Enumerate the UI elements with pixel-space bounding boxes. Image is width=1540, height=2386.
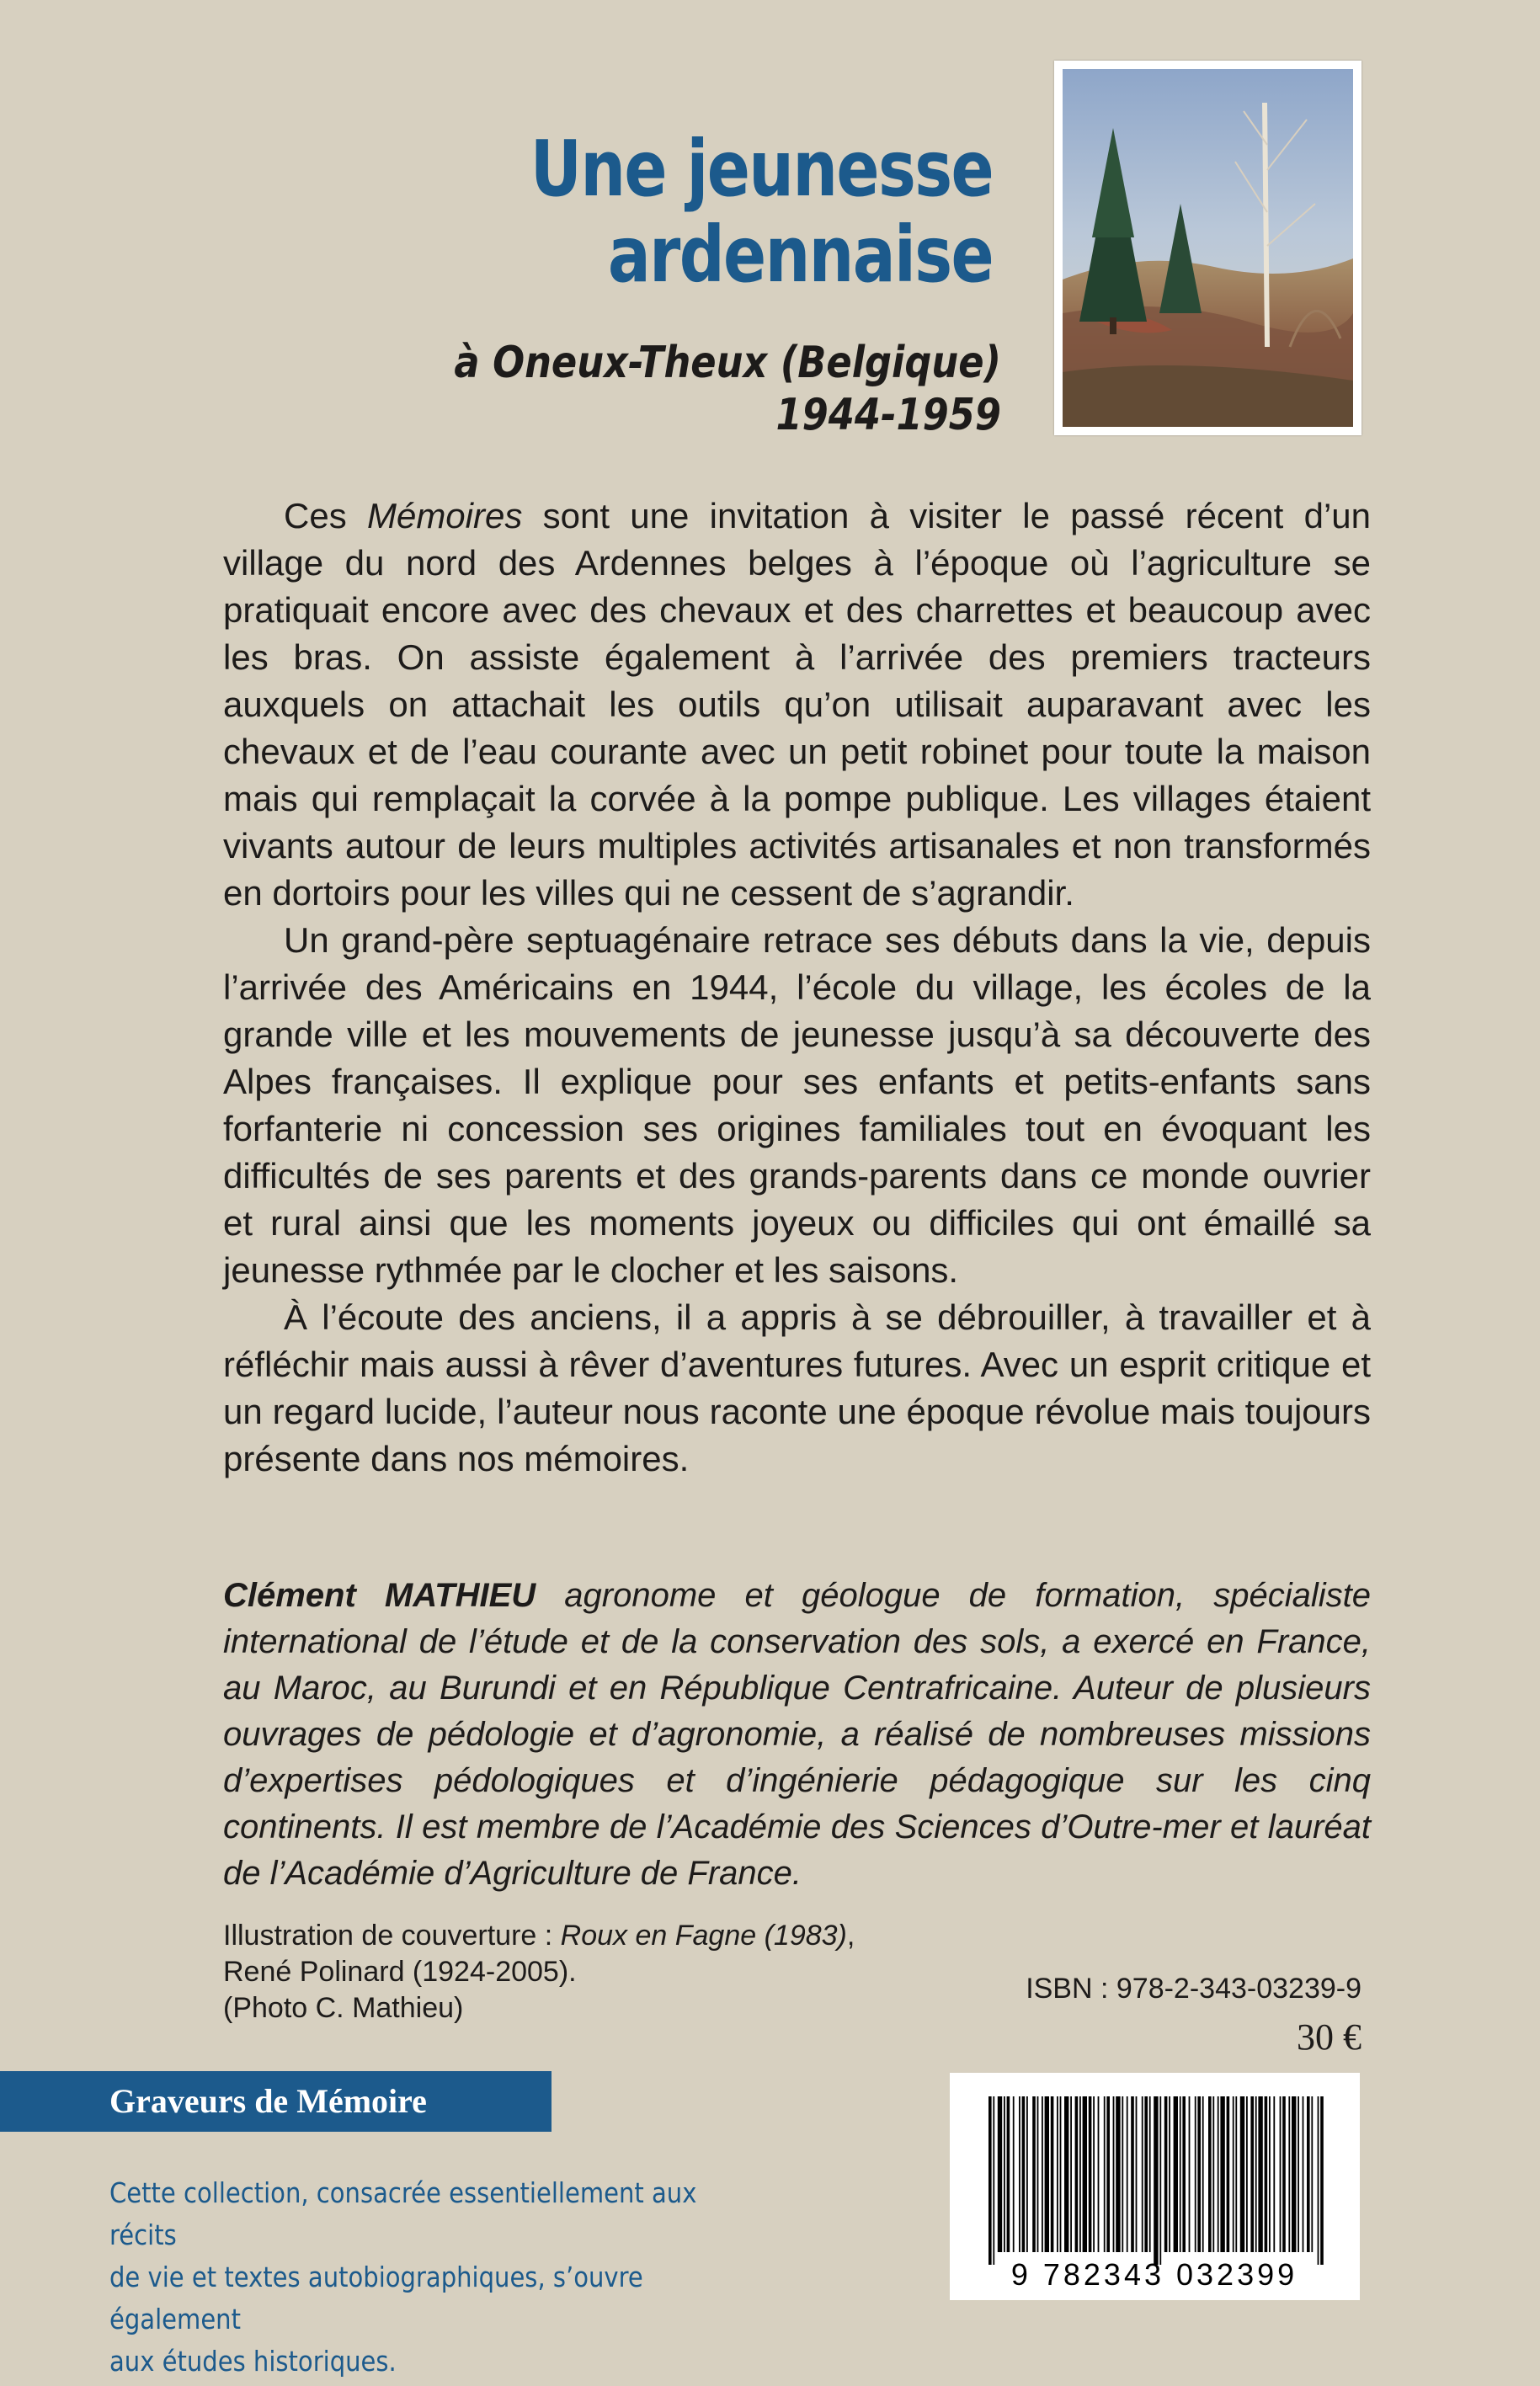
collection-banner <box>0 2071 552 2132</box>
barcode-bar <box>1235 2096 1237 2252</box>
price: 30 € <box>1297 2016 1361 2058</box>
barcode-bar <box>1022 2096 1026 2252</box>
barcode-bar <box>1013 2096 1015 2252</box>
barcode-bar <box>1212 2096 1214 2252</box>
barcode-bar <box>1019 2096 1020 2252</box>
blurb-paragraph-1 <box>223 493 1371 917</box>
barcode-bar <box>1180 2096 1181 2252</box>
barcode-bar <box>1037 2096 1039 2252</box>
credits-artist: René Polinard (1924-2005). <box>223 1956 577 1988</box>
barcode-bar <box>1051 2096 1054 2252</box>
barcode-bar <box>1142 2096 1143 2252</box>
barcode-bar <box>1116 2096 1120 2252</box>
barcode-bar <box>1154 2096 1158 2265</box>
barcode-bar <box>1045 2096 1049 2252</box>
credits-photo: (Photo C. Mathieu) <box>223 1992 464 2024</box>
barcode-bar <box>1202 2096 1204 2252</box>
barcode-bar <box>1288 2096 1290 2252</box>
barcode-bar <box>1106 2096 1110 2252</box>
barcode-bar <box>1303 2096 1304 2252</box>
collection-desc-line-1: Cette collection, consacrée essentiellement aux récits <box>109 2176 697 2251</box>
barcode-bar <box>1269 2096 1271 2252</box>
barcode-bars <box>988 2096 1324 2265</box>
blurb-p1-start: Ces <box>284 496 367 535</box>
barcode-bar <box>1258 2096 1262 2252</box>
blurb-p1-italic: Mémoires <box>366 496 523 535</box>
barcode-bar <box>1159 2096 1161 2265</box>
barcode-bar <box>1189 2096 1191 2252</box>
barcode <box>950 2073 1360 2300</box>
barcode-bar <box>1280 2096 1282 2252</box>
barcode-bar <box>1060 2096 1062 2252</box>
barcode-bar <box>1079 2096 1081 2252</box>
credits-label: Illustration de couverture : <box>223 1920 561 1952</box>
barcode-bar <box>993 2096 994 2265</box>
book-title <box>509 126 993 298</box>
blurb-paragraph-2: Un grand-père septuagénaire retrace ses débuts dans la vie, depuis l’arrivée des Américains en 1944, l’école du village, les écoles de la grande ville et les mouvements de jeunesse jusqu’à sa découverte des Alpes françaises. Il explique pour ses enfants et petits-enfants sans forfanterie ni concession ses origines familiales tout en évoquant les difficultés de ses parents et des grands-parents dans ce monde ouvrier et rural ainsi que les moments joyeux ou difficiles qui ont émaillé sa jeunesse rythmée par le clocher et les saisons. <box>223 920 1371 1290</box>
barcode-bar <box>1208 2096 1212 2252</box>
barcode-bar <box>1131 2096 1134 2252</box>
barcode-bar <box>1218 2096 1219 2252</box>
barcode-bar <box>1007 2096 1010 2252</box>
barcode-bar <box>1240 2096 1244 2252</box>
barcode-bar <box>1246 2096 1248 2252</box>
barcode-bar <box>1233 2096 1234 2252</box>
collection-desc-line-3: aux études historiques. <box>109 2345 397 2378</box>
barcode-bar <box>1075 2096 1079 2252</box>
barcode-bar <box>1136 2096 1138 2252</box>
credits-work-suffix: , <box>846 1920 855 1952</box>
barcode-bar <box>1113 2096 1115 2252</box>
barcode-bar <box>988 2096 992 2265</box>
barcode-bar <box>1182 2096 1186 2252</box>
barcode-bar <box>1282 2096 1286 2252</box>
barcode-bar <box>1089 2096 1092 2252</box>
barcode-bar <box>1122 2096 1123 2252</box>
barcode-bar <box>1164 2096 1168 2252</box>
landscape-painting <box>1063 69 1353 427</box>
barcode-bar <box>1311 2096 1313 2252</box>
barcode-bar <box>1174 2096 1178 2252</box>
barcode-digits: 9 782343 032399 <box>1010 2257 1298 2292</box>
barcode-bar <box>1265 2096 1268 2252</box>
barcode-bar <box>1250 2096 1254 2252</box>
illustration-credits <box>223 1918 897 2027</box>
collection-description <box>109 2172 717 2383</box>
blurb-paragraph-3: À l’écoute des anciens, il a appris à se débrouiller, à travailler et à réfléchir mais aussi à rêver d’aventures futures. Avec un esprit critique et un regard lucide, l’auteur nous raconte une époque révolue mais toujours présente dans nos mémoires. <box>223 1297 1371 1478</box>
barcode-bar <box>1070 2096 1072 2252</box>
book-subtitle-place: à Oneux-Theux (Belgique) <box>454 338 1001 388</box>
barcode-bar <box>1149 2096 1151 2252</box>
barcode-bar <box>1042 2096 1043 2252</box>
barcode-bar <box>1057 2096 1058 2252</box>
author-bio-text: agronome et géologue de formation, spécialiste international de l’étude et de la conservation des sols, a exercé en France, au Maroc, au Burundi et en République Centrafricaine. Auteur de plusieurs ouvrages de pédologie et d’agronomie, a réalisé de nombreuses missions d’expertises pédologiques et d’ingénierie pédagogique sur les cinq continents. Il est membre de l’Académie des Sciences d’Outre-mer et lauréat de l’Académie d’Agriculture de France. <box>223 1577 1371 1892</box>
barcode-bar <box>1104 2096 1106 2252</box>
barcode-bar <box>1169 2096 1170 2252</box>
blurb <box>223 493 1371 1483</box>
barcode-bar <box>1195 2096 1196 2252</box>
cover-illustration <box>1054 61 1361 435</box>
barcode-bar <box>1004 2096 1005 2252</box>
blurb-p1-rest: sont une invitation à visiter le passé récent d’un village du nord des Ardennes belges à l’époque où l’agriculture se pratiquait encore avec des chevaux et des charrettes et beaucoup avec les bras. On assiste également à l’arrivée des premiers tracteurs auxquels on attachait les outils qu’on utilisait auparavant avec les chevaux et de l’eau courante avec un petit robinet pour toute la maison mais qui remplaçait la corvée à la pompe publique. Les villages étaient vivants autour de leurs multiples activités artisanales et non transformés en dortoirs pour les villes qui ne cessent de s’agrandir. <box>223 496 1371 913</box>
collection-name: Graveurs de Mémoire <box>109 2082 427 2120</box>
barcode-bar <box>1093 2096 1095 2252</box>
barcode-bar <box>1197 2096 1201 2252</box>
barcode-bar <box>1098 2096 1100 2252</box>
barcode-bar <box>1220 2096 1224 2252</box>
book-title-line-1: Une jeunesse <box>530 124 993 214</box>
book-subtitle-years: 1944-1959 <box>775 390 1001 440</box>
barcode-bar <box>1298 2096 1299 2252</box>
barcode-bar <box>1144 2096 1148 2252</box>
barcode-bar <box>1026 2096 1028 2252</box>
barcode-bar <box>1127 2096 1128 2252</box>
author-name: Clément MATHIEU <box>223 1577 536 1614</box>
barcode-bar <box>998 2096 1002 2252</box>
barcode-bar <box>1032 2096 1036 2252</box>
barcode-bar <box>1227 2096 1230 2252</box>
isbn: ISBN : 978-2-343-03239-9 <box>1026 1973 1361 2005</box>
barcode-bar <box>1273 2096 1275 2252</box>
barcode-graphic <box>950 2073 1360 2300</box>
author-bio <box>223 1573 1371 1897</box>
barcode-bar <box>1320 2096 1324 2265</box>
barcode-bar <box>1307 2096 1310 2252</box>
barcode-bar <box>1064 2096 1068 2252</box>
barcode-bar <box>1083 2096 1087 2252</box>
credits-line-1 <box>223 1918 897 1954</box>
book-title-line-2: ardennaise <box>607 210 993 300</box>
barcode-bar <box>1318 2096 1319 2265</box>
credits-work: Roux en Fagne (1983) <box>560 1920 847 1952</box>
book-subtitle <box>422 337 1001 441</box>
barcode-bar <box>1292 2096 1296 2252</box>
barcode-bar <box>1255 2096 1257 2252</box>
collection-desc-line-2: de vie et textes autobiographiques, s’ouvre également <box>109 2261 643 2335</box>
